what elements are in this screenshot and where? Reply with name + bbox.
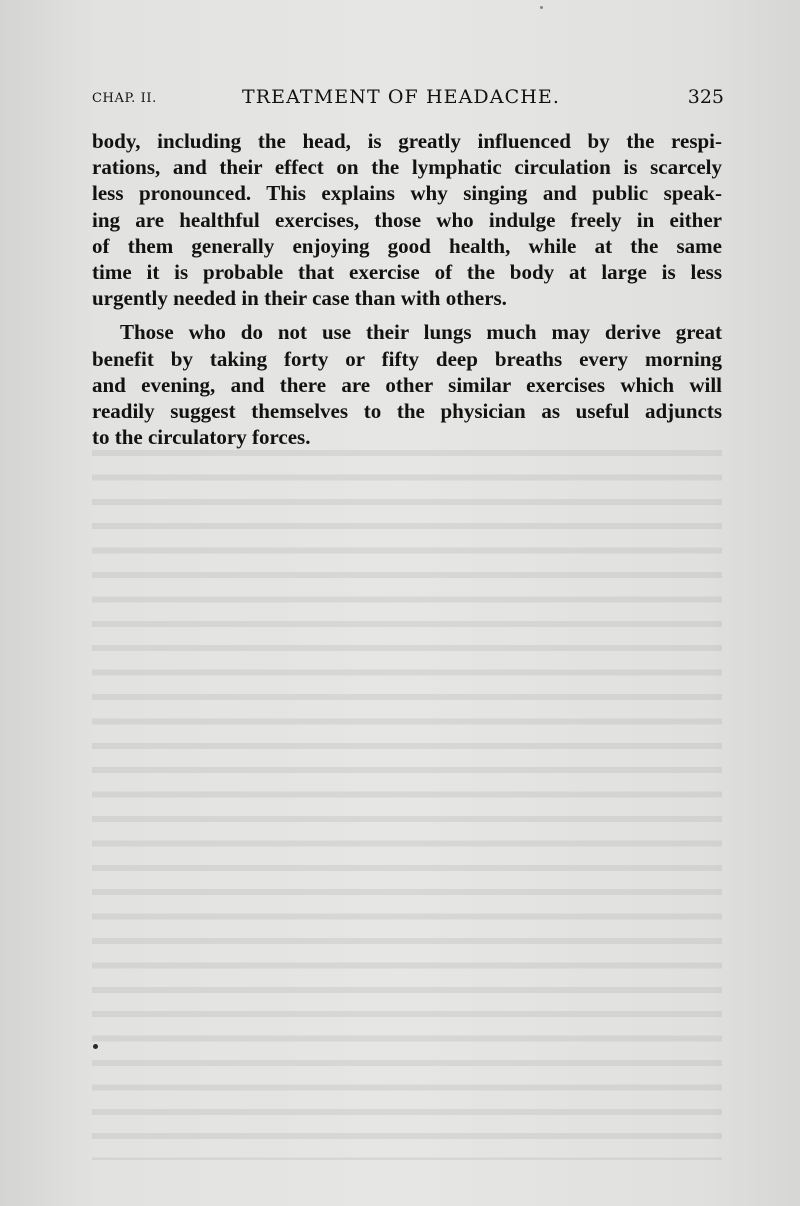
text-line: of them generally enjoying good health, while at the same [92, 233, 722, 258]
text-line: body, including the head, is greatly influenced by the respi- [92, 129, 722, 153]
page-number: 325 [687, 86, 724, 108]
paragraph [92, 128, 722, 311]
text-line: ing are healthful exercises, those who indulge freely in either [92, 207, 722, 232]
paragraph [92, 319, 722, 450]
paragraph-gap [92, 311, 722, 319]
text-line: time it is probable that exercise of the body at large is less [92, 260, 722, 285]
body-text [92, 128, 722, 450]
text-line: less pronounced. This explains why singing and public speak- [92, 181, 722, 206]
text-line: and evening, and there are other similar exercises which will [92, 372, 722, 397]
text-line: rations, and their effect on the lymphatic circulation is scarcely [92, 155, 722, 180]
bleed-through-text [92, 440, 722, 1160]
text-line: to the circulatory forces. [92, 425, 311, 450]
text-line: urgently needed in their case than with others. [92, 286, 507, 311]
running-header [92, 86, 724, 108]
text-line: benefit by taking forty or fifty deep breaths every morning [92, 346, 722, 371]
running-title: TREATMENT OF HEADACHE. [242, 86, 560, 108]
ink-speck [93, 1044, 98, 1049]
chapter-label: CHAP. II. [92, 91, 157, 106]
ink-speck [540, 6, 543, 9]
text-line: Those who do not use their lungs much may derive great [120, 320, 722, 345]
text-line: readily suggest themselves to the physician as useful adjuncts [92, 399, 722, 424]
